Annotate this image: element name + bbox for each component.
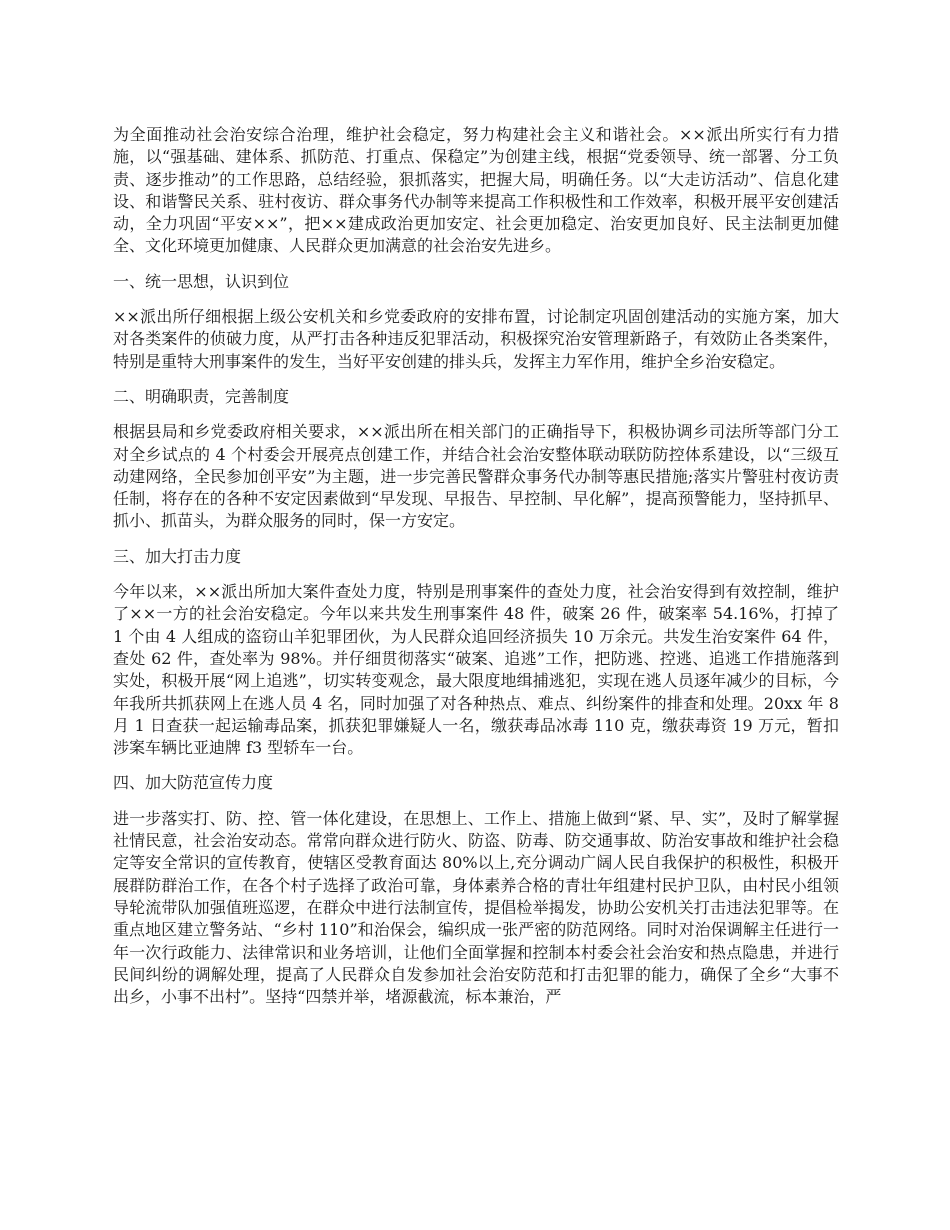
- document-page: [113, 124, 839, 1021]
- section-3-body: 今年以来，××派出所加大案件查处力度，特别是刑事案件的查处力度，社会治安得到有效控制，维护了××一方的社会治安稳定。今年以来共发生刑事案件 48 件，破案 26 件，破案率 54.16%，打掉了 1 个由 4 人组成的盗窃山羊犯罪团伙，为人民群众追回经济损失 10 万余元。共发生治安案件 64 件，查处 62 件，查处率为 98%。并仔细贯彻落实“破案、追逃”工作，把防逃、控逃、追逃工作措施落到实处，积极开展“网上追逃”，切实转变观念，最大限度地缉捕逃犯，实现在逃人员逐年减少的目标，今年我所共抓获网上在逃人员 4 名，同时加强了对各种热点、难点、纠纷案件的排查和处理。20xx 年 8 月 1 日查获一起运输毒品案，抓获犯罪嫌疑人一名，缴获毒品冰毒 110 克，缴获毒资 19 万元，暂扣涉案车辆比亚迪牌 f3 型轿车一台。: [113, 582, 839, 758]
- section-2-body: 根据县局和乡党委政府相关要求，××派出所在相关部门的正确指导下，积极协调乡司法所等部门分工对全乡试点的 4 个村委会开展亮点创建工作，并结合社会治安整体联动联防防控体系建设，以“三级互动建网络，全民参加创平安”为主题，进一步完善民警群众事务代办制等惠民措施;落实片警驻村夜访责任制，将存在的各种不安定因素做到“早发现、早报告、早控制、早化解”，提高预警能力，坚持抓早、抓小、抓苗头，为群众服务的同时，保一方安定。: [113, 422, 839, 531]
- section-4-heading: 四、加大防范宣传力度: [113, 773, 274, 793]
- section-2-heading: 二、明确职责，完善制度: [113, 386, 290, 406]
- intro-paragraph: 为全面推动社会治安综合治理，维护社会稳定，努力构建社会主义和谐社会。××派出所实行有力措施，以“强基础、建体系、抓防范、打重点、保稳定”为创建主线，根据“党委领导、统一部署、分工负责、逐步推动”的工作思路，总结经验，狠抓落实，把握大局，明确任务。以“大走访活动”、信息化建设、和谐警民关系、驻村夜访、群众事务代办制等来提高工作积极性和工作效率，积极开展平安创建活动，全力巩固“平安××”，把××建成政治更加安定、社会更加稳定、治安更加良好、民主法制更加健全、文化环境更加健康、人民群众更加满意的社会治安先进乡。: [113, 125, 839, 256]
- section-1-heading: 一、统一思想，认识到位: [113, 271, 290, 291]
- section-1-body: ××派出所仔细根据上级公安机关和乡党委政府的安排布置，讨论制定巩固创建活动的实施方案，加大对各类案件的侦破力度，从严打击各种违反犯罪活动，积极探究治安管理新路子，有效防止各类案件，特别是重特大刑事案件的发生，当好平安创建的排头兵，发挥主力军作用，维护全乡治安稳定。: [113, 307, 839, 371]
- section-3-heading: 三、加大打击力度: [113, 546, 242, 566]
- section-4-body: 进一步落实打、防、控、管一体化建设，在思想上、工作上、措施上做到“紧、早、实”，及时了解掌握社情民意，社会治安动态。常常向群众进行防火、防盗、防毒、防交通事故、防治安事故和维护社会稳定等安全常识的宣传教育，使辖区受教育面达 80%以上,充分调动广阔人民自我保护的积极性，积极开展群防群治工作，在各个村子选择了政治可靠，身体素养合格的青壮年组建村民护卫队，由村民小组领导轮流带队加强值班巡逻，在群众中进行法制宣传，提倡检举揭发，协助公安机关打击违法犯罪等。在重点地区建立警务站、“乡村 110”和治保会，编织成一张严密的防范网络。同时对治保调解主任进行一年一次行政能力、法律常识和业务培训，让他们全面掌握和控制本村委会社会治安和热点隐患，并进行民间纠纷的调解处理，提高了人民群众自发参加社会治安防范和打击犯罪的能力，确保了全乡“大事不出乡，小事不出村”。坚持“四禁并举，堵源截流，标本兼治，严: [113, 808, 839, 1007]
